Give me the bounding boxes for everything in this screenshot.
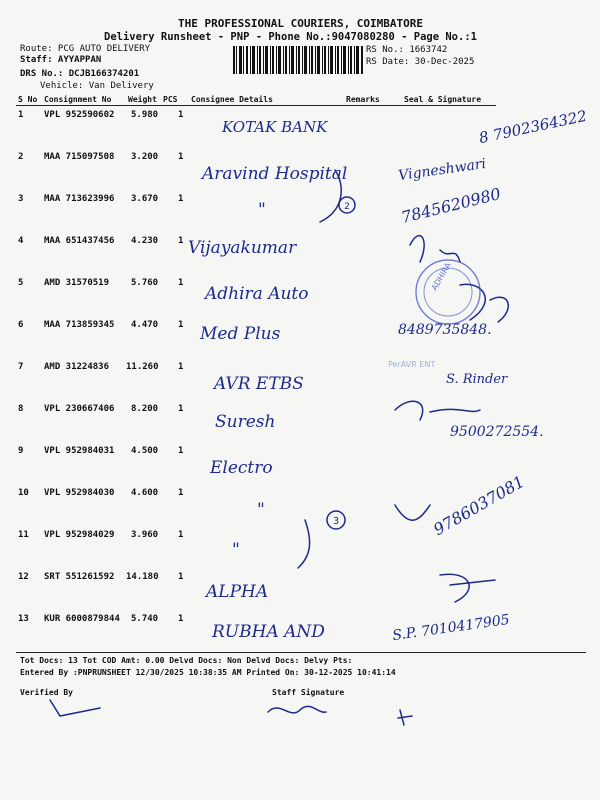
row-consignment: VPL 952984031 xyxy=(44,446,115,456)
entered-by-line: Entered By :PNPRUNSHEET 12/30/2025 10:38:35 AM Printed On: 30-12-2025 10:41:14 xyxy=(20,668,396,677)
drs-label: DRS No.: DCJB166374201 xyxy=(20,69,140,79)
col-weight: Weight xyxy=(128,95,157,104)
row-weight: 5.980 xyxy=(131,110,159,120)
company-title: THE PROFESSIONAL COURIERS, COIMBATORE xyxy=(178,17,424,30)
row-pcs: 1 xyxy=(178,446,184,456)
row-weight: 3.200 xyxy=(131,152,159,162)
row-sno: 2 xyxy=(18,152,24,162)
col-consignment: Consignment No xyxy=(44,95,112,104)
row-pcs: 1 xyxy=(178,572,184,582)
row-sno: 9 xyxy=(18,446,24,456)
row-consignment: VPL 952984030 xyxy=(44,488,115,498)
rs-date: RS Date: 30-Dec-2025 xyxy=(366,57,475,67)
row-pcs: 1 xyxy=(178,404,184,414)
svg-text:3: 3 xyxy=(332,516,340,527)
signature-handwriting: 9500272554. xyxy=(450,424,544,440)
staff-label: Staff: AYYAPPAN xyxy=(20,55,102,65)
consignee-handwriting: KOTAK BANK xyxy=(222,118,328,136)
footer-rule xyxy=(16,652,586,653)
stamp-text: ADHIRA xyxy=(429,260,453,293)
runsheet-subtitle: Delivery Runsheet - PNP - Phone No.:9047080280 - Page No.:1 xyxy=(104,31,477,43)
row-sno: 7 xyxy=(18,362,24,372)
consignee-handwriting: Adhira Auto xyxy=(205,284,309,304)
row-pcs: 1 xyxy=(178,152,184,162)
signature-handwriting: S.P. 7010417905 xyxy=(391,611,511,645)
row-consignment: KUR 6000879844 xyxy=(44,614,120,624)
col-consignee: Consignee Details xyxy=(191,95,273,104)
col-remarks: Remarks xyxy=(346,95,380,104)
row-consignment: VPL 952984029 xyxy=(44,530,115,540)
svg-text:2: 2 xyxy=(344,202,350,212)
row-pcs: 1 xyxy=(178,320,184,330)
row-pcs: 1 xyxy=(178,236,184,246)
row-consignment: AMD 31570519 xyxy=(44,278,110,288)
row-weight: 5.760 xyxy=(131,278,159,288)
row-pcs: 1 xyxy=(178,194,184,204)
row-sno: 1 xyxy=(18,110,24,120)
row-weight: 4.470 xyxy=(131,320,159,330)
staff-signature-label: Staff Signature xyxy=(272,688,345,697)
rs-number: RS No.: 1663742 xyxy=(366,45,448,55)
row-pcs: 1 xyxy=(178,530,184,540)
row-weight: 14.180 xyxy=(126,572,159,582)
consignee-handwriting: Vijayakumar xyxy=(188,238,297,258)
consignee-handwriting: ALPHA xyxy=(206,582,269,602)
consignee-handwriting: " xyxy=(258,200,266,220)
row-sno: 11 xyxy=(18,530,29,540)
row-consignment: MAA 713623996 xyxy=(44,194,115,204)
consignee-handwriting: Aravind Hospital xyxy=(202,164,348,184)
row-sno: 8 xyxy=(18,404,24,414)
row-weight: 3.960 xyxy=(131,530,159,540)
row-consignment: MAA 651437456 xyxy=(44,236,115,246)
row-consignment: VPL 952590602 xyxy=(44,110,115,120)
row-consignment: MAA 715097508 xyxy=(44,152,115,162)
row-pcs: 1 xyxy=(178,488,184,498)
row-weight: 8.200 xyxy=(131,404,159,414)
consignee-handwriting: RUBHA AND xyxy=(212,622,325,642)
row-sno: 5 xyxy=(18,278,24,288)
row-consignment: AMD 31224836 xyxy=(44,362,110,372)
consignee-handwriting: AVR ETBS xyxy=(214,374,304,394)
row-weight: 4.230 xyxy=(131,236,159,246)
row-sno: 3 xyxy=(18,194,24,204)
row-consignment: SRT 551261592 xyxy=(44,572,115,582)
row-sno: 10 xyxy=(18,488,29,498)
col-sno: S No xyxy=(18,95,38,104)
row-pcs: 1 xyxy=(178,614,184,624)
signature-handwriting: 9786037081 xyxy=(430,471,528,540)
route-label: Route: PCG AUTO DELIVERY xyxy=(20,44,151,54)
col-pcs: PCS xyxy=(163,95,178,104)
row-weight: 4.600 xyxy=(131,488,159,498)
col-seal-signature: Seal & Signature xyxy=(404,95,482,104)
signature-handwriting: 7845620980 xyxy=(399,183,503,228)
verified-by-label: Verified By xyxy=(20,688,73,697)
stamp-text: PerAVR ENT xyxy=(388,360,436,369)
consignee-handwriting: Med Plus xyxy=(200,324,281,344)
signature-handwriting: 8 7902364322 xyxy=(477,106,589,148)
row-weight: 4.500 xyxy=(131,446,159,456)
signature-handwriting: Vigneshwari xyxy=(397,155,487,185)
consignee-handwriting: " xyxy=(232,540,240,560)
row-sno: 6 xyxy=(18,320,24,330)
vehicle-label: Vehicle: Van Delivery xyxy=(40,81,154,91)
row-consignment: VPL 230667406 xyxy=(44,404,115,414)
totals-line: Tot Docs: 13 Tot COD Amt: 0.00 Delvd Docs: Non Delvd Docs: Delvy Pts: xyxy=(20,656,353,665)
row-pcs: 1 xyxy=(178,362,184,372)
row-weight: 3.670 xyxy=(131,194,159,204)
row-sno: 12 xyxy=(18,572,29,582)
row-sno: 13 xyxy=(18,614,29,624)
consignee-handwriting: Suresh xyxy=(215,412,276,432)
signature-handwriting: 8489735848. xyxy=(398,322,492,338)
row-consignment: MAA 713859345 xyxy=(44,320,115,330)
consignee-handwriting: " xyxy=(257,500,265,520)
row-weight: 11.260 xyxy=(126,362,159,372)
signature-handwriting: S. Rinder xyxy=(446,372,508,387)
row-sno: 4 xyxy=(18,236,24,246)
row-pcs: 1 xyxy=(178,110,184,120)
row-weight: 5.740 xyxy=(131,614,159,624)
consignee-handwriting: Electro xyxy=(210,458,273,478)
row-pcs: 1 xyxy=(178,278,184,288)
